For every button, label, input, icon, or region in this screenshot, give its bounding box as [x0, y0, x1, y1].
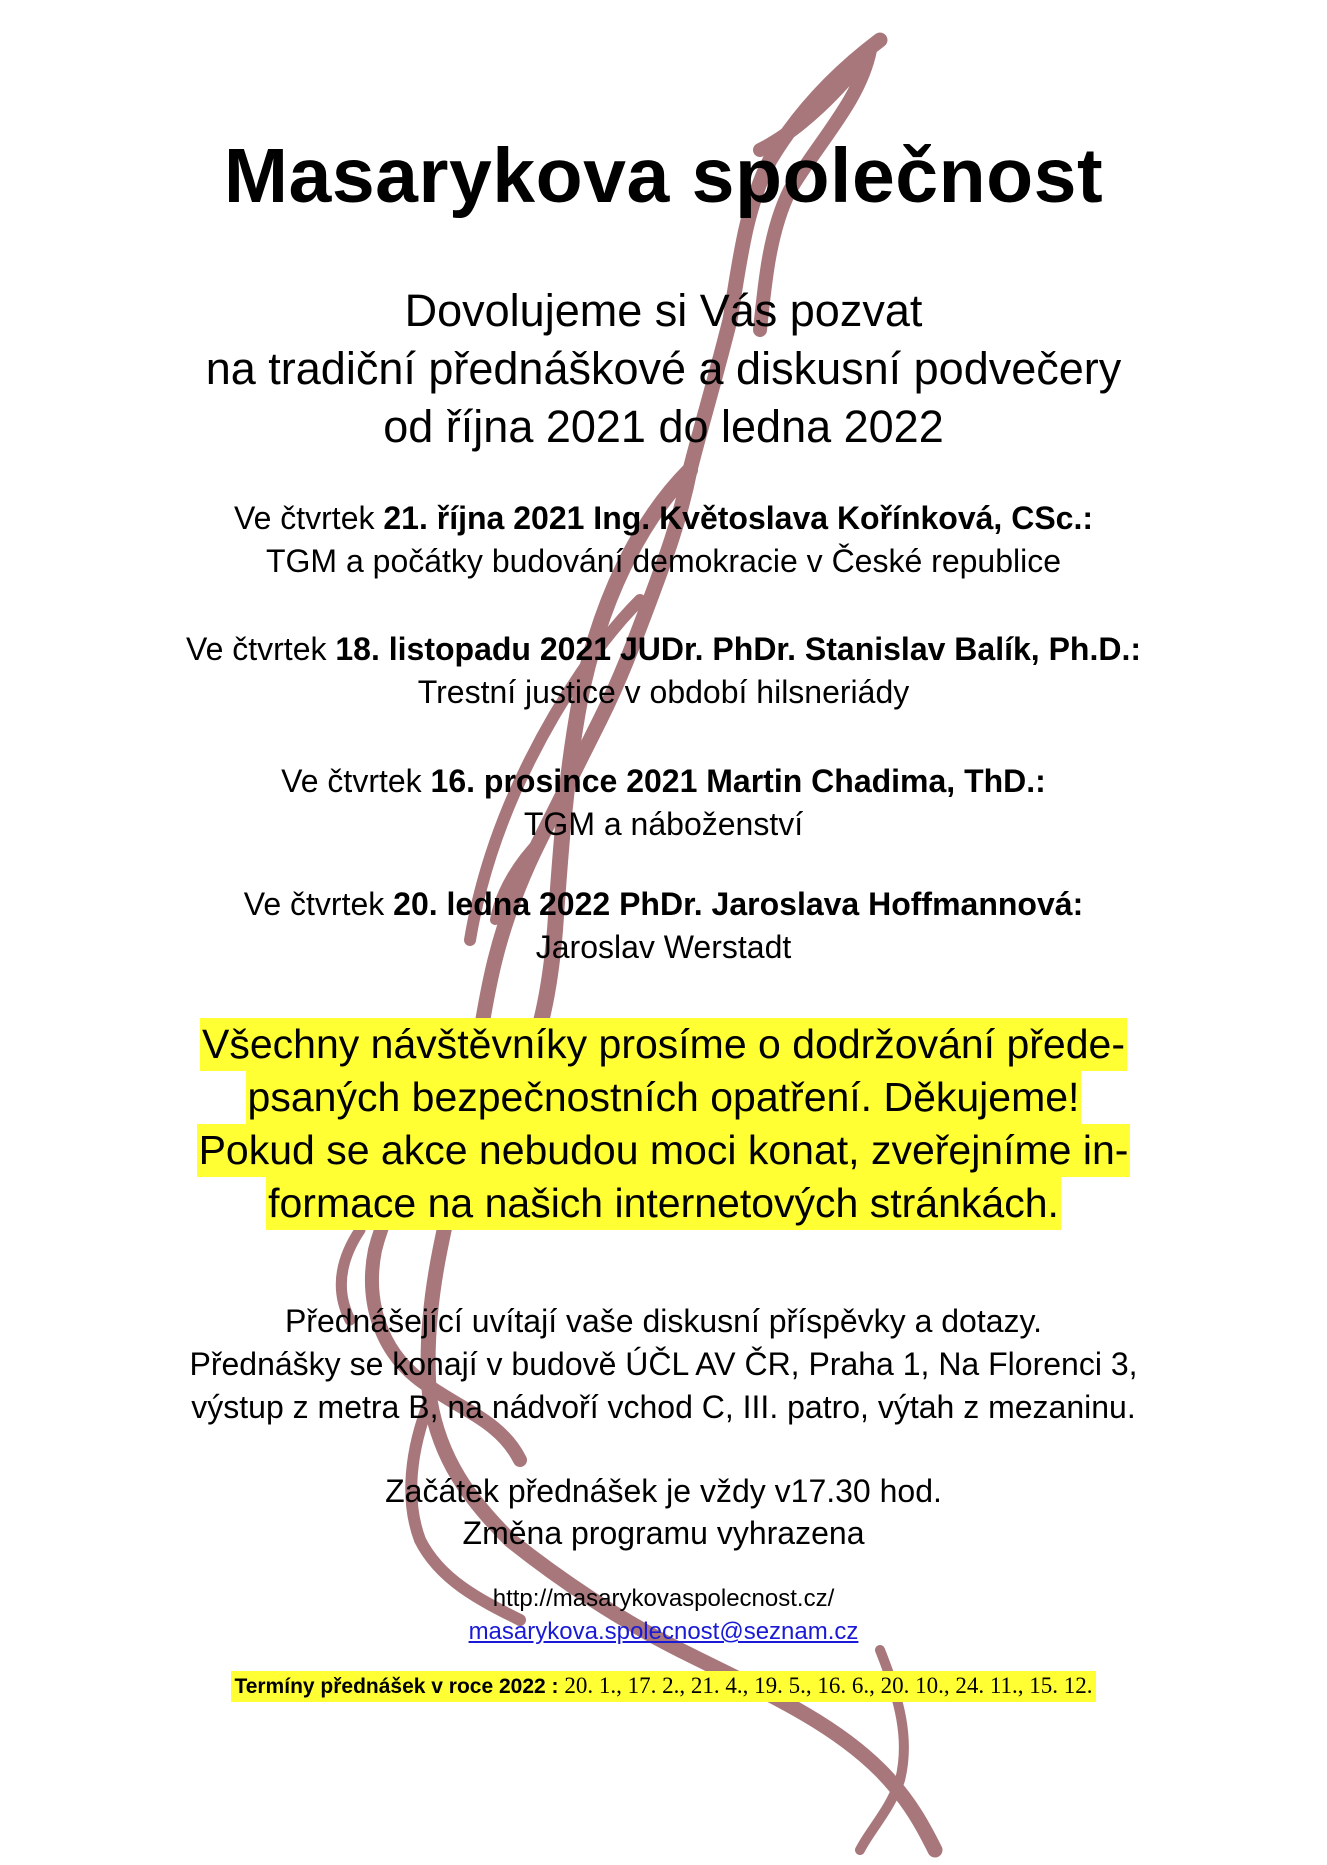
program-change-note: Změna programu vyhrazena [462, 1515, 865, 1551]
start-time-info [0, 1470, 1327, 1554]
lecture-topic: TGM a počátky budování demokracie v České republice [265, 543, 1062, 579]
lecture-topic: Jaroslav Werstadt [535, 929, 792, 965]
lecture-date-speaker: 18. listopadu 2021 JUDr. PhDr. Stanislav Balík, Ph.D.: [335, 631, 1141, 667]
dates-highlight [231, 1671, 1095, 1702]
venue-info [0, 1300, 1327, 1429]
lecture-date-speaker: 16. prosince 2021 Martin Chadima, ThD.: [430, 763, 1046, 799]
notice-line: formace na našich internetových stránkách. [266, 1177, 1061, 1230]
dates-label: Termíny přednášek v roce 2022 : [234, 1675, 559, 1698]
lecture-heading [0, 883, 1327, 926]
dates-2022 [0, 1671, 1327, 1702]
intro-line: Dovolujeme si Vás pozvat [404, 285, 923, 336]
lecture-2 [0, 628, 1327, 714]
lecture-prefix: Ve čtvrtek [243, 886, 394, 922]
invitation-intro [0, 282, 1327, 456]
dates-values: 20. 1., 17. 2., 21. 4., 19. 5., 16. 6., 20. 10., 24. 11., 15. 12. [564, 1673, 1093, 1698]
website-link[interactable]: http://masarykovaspolecnost.cz/ [492, 1585, 835, 1612]
contact-links [0, 1582, 1327, 1648]
lecture-topic: Trestní justice v období hilsneriády [417, 674, 910, 710]
lecture-heading [0, 760, 1327, 803]
lecture-prefix: Ve čtvrtek [185, 631, 336, 667]
notice-line: psaných bezpečnostních opatření. Děkujeme! [246, 1071, 1082, 1124]
lecture-3 [0, 760, 1327, 846]
notice-line: Pokud se akce nebudou moci konat, zveřejníme in- [197, 1124, 1131, 1177]
email-link[interactable]: masarykova.spolecnost@seznam.cz [468, 1618, 859, 1645]
lecture-topic: TGM a náboženství [523, 806, 804, 842]
intro-line: na tradiční přednáškové a diskusní podvečery [205, 343, 1122, 394]
lecture-prefix: Ve čtvrtek [281, 763, 431, 799]
lecture-date-speaker: 21. října 2021 Ing. Květoslava Kořínková, CSc.: [383, 500, 1093, 536]
start-time: Začátek přednášek je vždy v17.30 hod. [385, 1473, 942, 1509]
info-line: Přednášky se konají v budově ÚČL AV ČR, Praha 1, Na Florenci 3, [189, 1346, 1138, 1382]
lecture-heading [0, 628, 1327, 671]
lecture-4 [0, 883, 1327, 969]
safety-notice [0, 1018, 1327, 1230]
intro-line: od října 2021 do ledna 2022 [383, 401, 944, 452]
lecture-1 [0, 497, 1327, 583]
notice-line: Všechny návštěvníky prosíme o dodržování přede- [200, 1018, 1127, 1071]
lecture-date-speaker: 20. ledna 2022 PhDr. Jaroslava Hoffmannová: [393, 886, 1084, 922]
info-line: Přednášející uvítají vaše diskusní příspěvky a dotazy. [284, 1303, 1043, 1339]
page-title: Masarykova společnost [223, 133, 1104, 219]
lecture-prefix: Ve čtvrtek [233, 500, 384, 536]
lecture-heading [0, 497, 1327, 540]
info-line: výstup z metra B, na nádvoří vchod C, III. patro, výtah z mezaninu. [191, 1389, 1136, 1425]
